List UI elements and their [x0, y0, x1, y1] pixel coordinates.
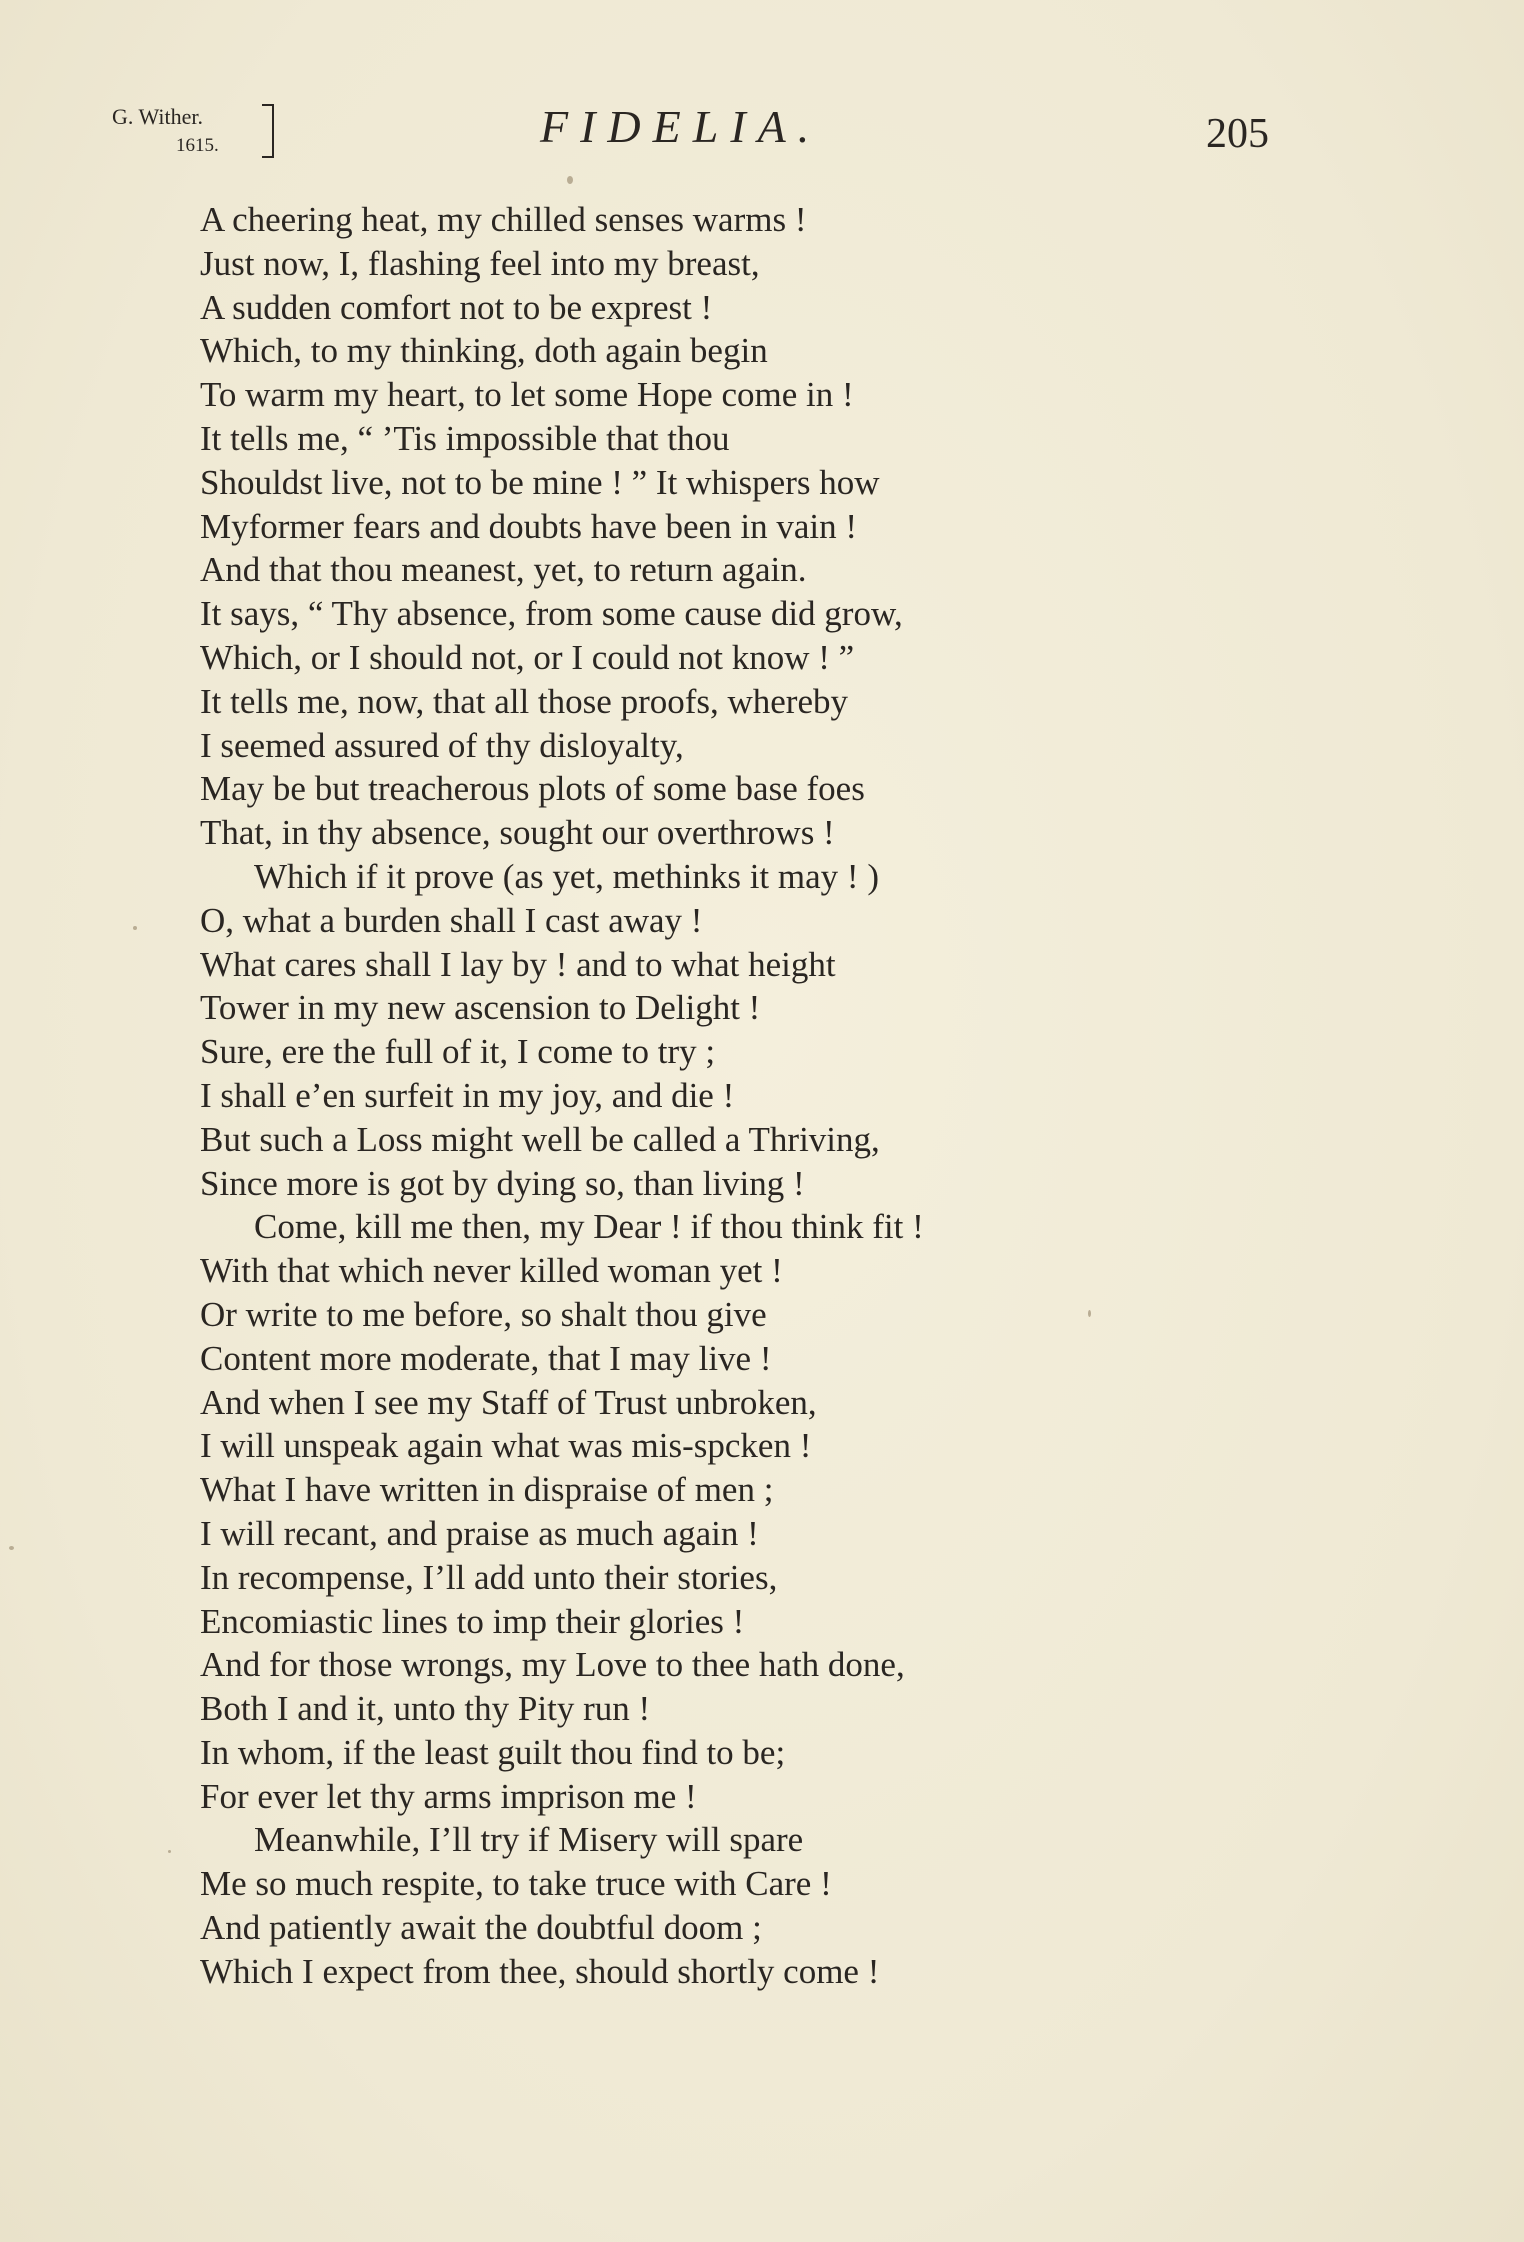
poem-line: It tells me, “ ’Tis impossible that thou [200, 418, 730, 458]
poem-line: A cheering heat, my chilled senses warms ! [200, 200, 807, 239]
poem-line: Or write to me before, so shalt thou give [200, 1294, 767, 1334]
poem-line: And that thou meanest, yet, to return again. [200, 550, 807, 590]
poem-line: O, what a burden shall I cast away ! [200, 900, 703, 940]
poem-line: Shouldst live, not to be mine ! ” It whispers how [200, 462, 880, 502]
page-number: 205 [1206, 111, 1269, 157]
poem-line: Encomiastic lines to imp their glories ! [200, 1601, 745, 1641]
poem-line: May be but treacherous plots of some base foes [200, 769, 865, 809]
poem-line: With that which never killed woman yet ! [200, 1251, 783, 1291]
poem-line: Which I expect from thee, should shortly come ! [200, 1951, 880, 1991]
paper-speck [567, 176, 573, 184]
poem-line: Which, or I should not, or I could not know ! ” [200, 637, 855, 677]
poem-line: A sudden comfort not to be exprest ! [200, 287, 713, 327]
running-head-title: FIDELIA. [540, 101, 822, 152]
poem-line: Tower in my new ascension to Delight ! [200, 988, 761, 1028]
poem-line: In recompense, I’ll add unto their stories, [200, 1557, 778, 1597]
poem-line: Since more is got by dying so, than living ! [200, 1163, 805, 1203]
poem-line: And patiently await the doubtful doom ; [200, 1908, 762, 1948]
poem-line: What cares shall I lay by ! and to what height [200, 944, 836, 984]
poem-line: Myformer fears and doubts have been in vain ! [200, 506, 858, 546]
poem-line: I shall e’en surfeit in my joy, and die ! [200, 1075, 735, 1115]
poem-line: And for those wrongs, my Love to thee hath done, [200, 1645, 905, 1685]
poem-line: Meanwhile, I’ll try if Misery will spare [254, 1820, 804, 1860]
bracket-mark [262, 104, 274, 158]
poem-line: In whom, if the least guilt thou find to be; [200, 1732, 786, 1772]
publication-year: 1615. [176, 135, 219, 156]
poem-line: Sure, ere the full of it, I come to try ; [200, 1032, 716, 1072]
poem-line: I seemed assured of thy disloyalty, [200, 725, 684, 765]
poem-line: Both I and it, unto thy Pity run ! [200, 1689, 651, 1729]
poem-line: But such a Loss might well be called a Thriving, [200, 1119, 880, 1159]
poem-line: To warm my heart, to let some Hope come in ! [200, 375, 854, 415]
poem-line: Which, to my thinking, doth again begin [200, 331, 768, 371]
poem-line: Just now, I, flashing feel into my breast, [200, 243, 760, 283]
paper-speck [133, 926, 137, 930]
poem-line: What I have written in dispraise of men ; [200, 1470, 774, 1510]
poem-line: I will recant, and praise as much again ! [200, 1513, 759, 1553]
poem-line: Content more moderate, that I may live ! [200, 1338, 772, 1378]
poem-line: That, in thy absence, sought our overthrows ! [200, 813, 835, 853]
paper-speck [1088, 1310, 1091, 1317]
poem-line: Me so much respite, to take truce with Care ! [200, 1864, 832, 1904]
poem-line: And when I see my Staff of Trust unbroken, [200, 1382, 817, 1422]
poem-line: It says, “ Thy absence, from some cause did grow, [200, 594, 903, 634]
paper-speck [168, 1850, 171, 1853]
poem-line: For ever let thy arms imprison me ! [200, 1776, 697, 1816]
paper-speck [9, 1546, 14, 1550]
poem-text [200, 198, 1300, 1994]
author-name: G. Wither. [112, 104, 203, 129]
running-head-author [112, 100, 282, 160]
poem-line: Come, kill me then, my Dear ! if thou think fit ! [254, 1207, 924, 1247]
poem-line: Which if it prove (as yet, methinks it may ! ) [254, 856, 879, 896]
poem-line: I will unspeak again what was mis-spcken ! [200, 1426, 812, 1466]
poem-line: It tells me, now, that all those proofs, whereby [200, 681, 848, 721]
